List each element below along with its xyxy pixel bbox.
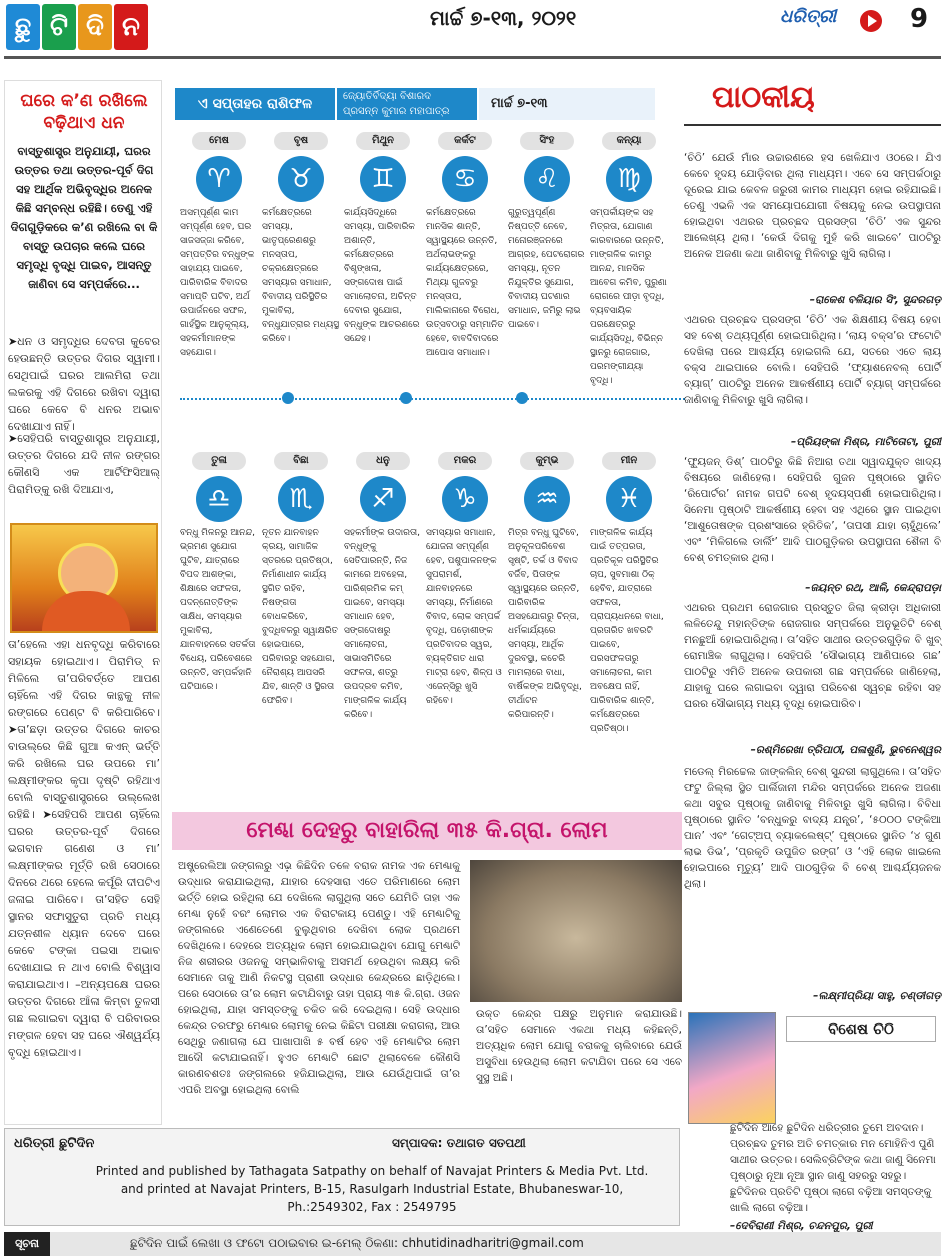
- magazine-cover-thumbnail: [688, 1012, 776, 1124]
- sign-text: ଗୁରୁତ୍ୱପୂର୍ଣ୍ଣ ନିଷ୍ପତ୍ତି ନେବେ, ମନୋରଞ୍ଜନରେ ଆଗ୍ରହ, ପେଟରୋଗର ସମସ୍ୟା, ନୂତନ ନିଯୁକ୍ତିର ସୁଯୋଗ, ବିବାଦୀୟ ଘଟଣାର ସମାଧାନ, ଜମିରୁ ଲାଭ ପାଇବେ।: [508, 208, 585, 330]
- imprint-brand: ଧରିତ୍ରୀ ଛୁଟିଦିନ: [14, 1136, 95, 1151]
- aquarius-icon: ♒: [524, 476, 570, 522]
- sign-name: ସିଂହ: [520, 132, 574, 150]
- horoscope-author: [337, 88, 477, 120]
- virgo-icon: ♍: [606, 156, 652, 202]
- sign-name: ବିଛା: [274, 452, 328, 470]
- special-letter-label: ବିଶେଷ ଚିଠି: [786, 1016, 936, 1042]
- sign-kumbha: [508, 452, 586, 722]
- imprint-text: Printed and published by Tathagata Satpathy on behalf of Navajat Printers & Media Pvt. Ltd. and printed at Navajat Printers, B-15, Rasulgarh Industrial Estate, Bhubaneswar-10, Ph.:2549302, Fax : 2549795: [95, 1164, 649, 1214]
- sign-text: ଅସମ୍ପୂର୍ଣ୍ଣ କାମ ସମ୍ପୂର୍ଣ୍ଣ ହେବ, ଘର ସାଜସଜ୍ଜା କରିବେ, ସମ୍ପତ୍ତିର ବନ୍ଧୁଙ୍କ ସାହାଯ୍ୟ ପାଇବେ, ପାରିବାରିକ ବିବାଦର ସମାପ୍ତି ଘଟିବ, ଅର୍ଥ ଉପାର୍ଜନରେ ସଫଳ, ଗାର୍ହସ୍ଥିକ ଆନୁକୂଲ୍ୟ, ସହକର୍ମୀମାନଙ୍କ ସହଯୋଗ।: [180, 208, 255, 358]
- logo-letter-4: ନ: [114, 4, 148, 50]
- vastu-paragraph-1: ➤ଧନ ଓ ସମୃଦ୍ଧିର ଦେବତା କୁବେର ହେଉଛନ୍ତି ଉତ୍ତର ଦିଗର ସ୍ୱାମୀ। ସେଥିପାଇଁ ଘରର ଆଲମିରା ତଥା ଲକରକୁ ଏହି ଦିଗରେ ରଖିବା ଦ୍ୱାରା ଘରେ କେବେ ବି ଧନର ଅଭାବ ଦେଖାଯାଏ ନାହିଁ।: [8, 335, 160, 433]
- sheep-article-paragraph-1: ଅଷ୍ଟ୍ରେଲିଆ ଜଙ୍ଗଲରୁ ଏଭ଼ କିଛିଦିନ ତଳେ ବରାକ ନାମକ ଏକ ମେଣ୍ଢାକୁ ଉଦ୍ଧାର କରାଯାଇଥିଲା, ଯାହାର ଦେହସାରା ଏତେ ପରିମାଣରେ ଲୋମ ଭର୍ତ୍ତି ହୋଇ ରହିଥିଲା ଯେ ଦେଖିଲେ ଲାଗୁଥିଲା ସତେ ଯେମିତି ତାହା ଏକ ମେଣ୍ଢା ନୁହେଁ ବରଂ ଲୋମର ଏକ ବିରାଟକାୟ ପେଣ୍ଡୁ। ଏହି ମେଣ୍ଢାଟିକୁ ଜଙ୍ଗଲରେ ଏଣେତେଣେ ବୁଲୁଥିବାର ଦେଖିବା ଲୋକ ପ୍ରଥମେ ଦେଖିଥିଲେ। ଦେହରେ ଅତ୍ୟଧିକ ଲୋମ ହୋଇଯାଇଥିବା ଯୋଗୁ ମେଣ୍ଢାଟି ନିଜ ଶରୀରର ଓଜନକୁ ସମ୍ଭାଳିବାକୁ ଅସମର୍ଥ ହେଉଥିବା ଲକ୍ଷ୍ୟ କରି ସେମାନେ ତାକୁ ଆଣି ନିକଟସ୍ଥ ପ୍ରାଣୀ ଉଦ୍ଧାର କେନ୍ଦ୍ରରେ ଛାଡ଼ିଥିଲେ। ପରେ ସେଠାରେ ତା’ର ଲୋମ କଟାଯିବାରୁ ତାହା ପ୍ରାୟ ୩୫ କି.ଗ୍ରା. ଓଜନ ହୋଇଥିଲା, ଯାହା ସମସ୍ତଙ୍କୁ ଚକିତ କରି ଦେଇଥିଲା। ସେହି ଉଦ୍ଧାର କେନ୍ଦ୍ର ତରଫରୁ ମେଣ୍ଢାର ଲୋମକୁ ନେଇ କିଛିଟା ପରୀକ୍ଷା କରାଗଲା, ଆଉ ସେଥିରୁ ଜଣାଗଲା ଯେ ପାଖାପାଖି ୫ ବର୍ଷ ହେବ ଏହି ମେଣ୍ଢାଟିର ଲୋମ ଆଦୌ କଟାଯାଇନାହିଁ। ହୁଏତ ମେଣ୍ଢାଟି ଛୋଟ ଥିଲାବେଳେ କୌଣସି କାରଣବଶତଃ ଜଙ୍ଗଲରେ ହଜିଯାଇଥିଲା, ଆଉ ଯେଉଁଥିପାଇଁ ତା’ର ଏପରି ଅବସ୍ଥା ହୋଇଥିଲା ବୋଲି: [178, 860, 460, 1096]
- sign-name: କନ୍ୟା: [602, 132, 656, 150]
- sign-name: ମିଥୁନ: [356, 132, 410, 150]
- sign-text: କାର୍ଯ୍ୟସିଦ୍ଧିରେ ସମସ୍ୟା, ପାରିବାରିକ ଅଶାନ୍ତି, କର୍ମକ୍ଷେତ୍ରରେ ବିଶୃଙ୍ଖଳା, ସଙ୍ଗଦୋଷ ପାଇଁ ସମାଲୋଚନା, ଅଚିନ୍ତ ଦେବାର ସୁଯୋଗ, ବନ୍ଧୁଙ୍କ ଆଚରଣରେ ସନ୍ଦେହ।: [344, 208, 420, 344]
- sign-vrisha: [262, 132, 340, 346]
- sign-name: ମେଷ: [192, 132, 246, 150]
- sign-simha: [508, 132, 586, 332]
- header-rule: [4, 56, 941, 59]
- letters-title: ପାଠକୀୟ: [712, 80, 815, 115]
- imprint-editor: ସମ୍ପାଦକ: ତଥାଗତ ସତପଥୀ: [392, 1136, 526, 1150]
- libra-icon: ♎: [196, 476, 242, 522]
- sign-karkata: [426, 132, 504, 360]
- sign-meena: [590, 452, 668, 736]
- notice-label: ସୂଚନା: [4, 1232, 50, 1256]
- sign-text: ସମ୍ପର୍କୀୟଙ୍କ ସହ ମିତ୍ରତା, ଯୋଗାଣ କାରବାରରେ ଉନ୍ନତି, ମାଙ୍ଗଳିକ କାମରୁ ଆନନ୍ଦ, ମାନସିକ ଆବେଗ କମିବ, ପୁରୁଣା ରୋଗରେ ପୀଡ଼ା ବୃଦ୍ଧି, ବ୍ୟବସାୟିକ ପରକ୍ଷେତ୍ରରୁ କାର୍ଯ୍ୟସିଦ୍ଧି, ବିଭିନ୍ନ ସ୍ଥାନରୁ ରୋଜଗାର, ପରମଙ୍ଗୀଯ୍ୟା ବୃଦ୍ଧି।: [590, 208, 667, 386]
- sheep-article-paragraph-2: ଉକ୍ତ କେନ୍ଦ୍ର ପକ୍ଷରୁ ଅନୁମାନ କରାଯାଉଛି। ତା’ସହିତ ସେମାନେ ଏକଥା ମଧ୍ୟ କହିଛନ୍ତି, ଅତ୍ୟଧିକ ଲୋମ ଯୋଗୁ ବରାକକୁ ଚାଲିବାରେ ଯେଉଁ ଅସୁବିଧା ହେଉଥିଲା ଲୋମ କଟାଯିବା ପରେ ସେ ଏବେ ସୁସ୍ଥ ଅଛି।: [476, 1008, 682, 1084]
- scorpio-icon: ♏: [278, 476, 324, 522]
- sign-dhanu: [344, 452, 422, 722]
- pisces-icon: ♓: [606, 476, 652, 522]
- author-line-1: ଜ୍ୟୋତିର୍ବିଦ୍ୟା ବିଶାରଦ: [343, 91, 431, 102]
- letters-rule: [684, 124, 941, 126]
- vastu-paragraph-3: ତା’ହେଲେ ଏହା ଧନବୃଦ୍ଧି କରିବାରେ ସହାୟକ ହୋଇଥାଏ। ପିରାମିଡ୍ ନ ମିଳିଲେ ତା’ପରିବର୍ତ୍ତେ ଆପଣ ଚାହିଁଲେ ଏହି ଦିଗର କାନ୍ଥକୁ ନୀଳ ରଙ୍ଗରେ ପେଣ୍ଟ ବି କରିପାରିବେ। ➤ତା’ଛଡ଼ା ଉତ୍ତର ଦିଗରେ କାଚର ବାଉଲ୍‌ରେ କିଛି ଗୁଆ କଏନ୍ ଭର୍ତ୍ତି କରି ରଖିଲେ ଘର ଉପରେ ମା’ ଲକ୍ଷ୍ମୀଙ୍କର କୃପା ଦୃଷ୍ଟି ରହିଥାଏ ବୋଲି ବାସ୍ତୁଶାସ୍ତ୍ରରେ ଉଲ୍ଲେଖ ରହିଛି। ➤ସେହିପରି ଆପଣ ଚାହିଁଲେ ଘରର ଉତ୍ତର-ପୂର୍ବ ଦିଗରେ ଭଗବାନ ଗଣେଶ ଓ ମା’ ଲକ୍ଷ୍ମୀଙ୍କର ମୂର୍ତ୍ତି ରଖି ସେଠାରେ ଦିନରେ ଥରେ ହେଲେ କର୍ପୂରି ଦୀପଟିଏ ଜଳାଇ ପାରିବେ। ତା’ସହିତ ସେହି ସ୍ଥାନର ସଫାସୁତୁରା ପ୍ରତି ମଧ୍ୟ ଯତ୍ନଶୀଳ ଧ୍ୟାନ ଦେବେ ଘରେ କେବେ ଟଙ୍କା ପଇସା ଅଭାବ ଦେଖାଯାଇ ନ ଥାଏ ବୋଲି ବିଶ୍ୱାସ କରାଯାଇଥାଏ। –ଅନ୍ୟପକ୍ଷେ ଘରର ଉତ୍ତର ଦିଗରେ ଆଁଳା କିମ୍ବା ତୁଳସୀ ଗଛ ଲଗାଇବା ଦ୍ୱାରା ବି ପରିବାରର ମଙ୍ଗଳ ହେବା ସହ ଘରେ ଐଶ୍ୱର୍ଯ୍ୟ ବୃଦ୍ଧି ହୋଇଥାଏ।: [8, 638, 160, 1059]
- divider-dot: [400, 392, 412, 404]
- play-icon: [860, 10, 882, 32]
- sign-makara: [426, 452, 504, 708]
- horoscope-banner: [175, 88, 655, 120]
- issue-date: ମାର୍ଚ୍ଚ ୭-୧୩, ୨୦୨୧: [430, 6, 577, 30]
- sign-name: କର୍କଟ: [438, 132, 492, 150]
- sign-text: ମିତ୍ର ବନ୍ଧୁ ଘୁଟିବେ, ଅନୁକୂଳପରିବେଶ ସୃଷ୍ଟି, ତର୍କ ଓ ବିବାଦ ବର୍ଜିବ, ପିତାଙ୍କ ସ୍ୱାସ୍ଥ୍ୟରେ ଉନ୍ନତି, ପାରିବାରିକ ଅସହଯୋଗରୁ ଚିନ୍ତା, ଧର୍ମକାର୍ଯ୍ୟରେ ସମସ୍ୟା, ଆର୍ଥିକ ଦୁରବସ୍ଥା, କଚେରି ମାମଲାରେ ବାଧା, ବାର୍ଷିକଙ୍କ ଅଭିବୃଦ୍ଧି, ତୀର୍ଥାଟନ କରିପାରନ୍ତି।: [508, 528, 582, 720]
- brand-logo: ଧରିତ୍ରୀ: [780, 6, 837, 27]
- sign-text: ସମସ୍ୟାର ସମାଧାନ, ଯୋଜନା ସମ୍ପୂର୍ଣ୍ଣ ହେବ, ପଶୁପାଳନଙ୍କ ସୁପରାମର୍ଶ, ଯାନବାହନରେ ସମସ୍ୟା, ନିର୍ମାଣରେ ବିବାଦ, ଲୋକ ସମ୍ପର୍କ ବୃଦ୍ଧି, ପଡ଼ୋଶୀଙ୍କ ପ୍ରତିବାଦର ସ୍ୱର, ବ୍ୟକ୍ତିଗତ ଧାରା ମାଟ୍ରା ହେବ, ଶିଳ୍ପ ଓ ଏଜେନ୍ସିରୁ ଖୁସି ରହିବେ।: [426, 528, 502, 706]
- letter-5-signature: –ଲକ୍ଷ୍ମୀପ୍ରିୟା ସାହୁ, ଚଣ୍ଡୀଗଡ଼: [813, 990, 941, 1002]
- letter-2-signature: –ପ୍ରିୟଙ୍କା ମିଶ୍ର, ମାଟିତୋଟା, ପୁରୀ: [790, 436, 941, 448]
- page-number: 9: [910, 4, 929, 34]
- sign-name: ବୃଷ: [274, 132, 328, 150]
- letter-3-signature: –ଜୟନ୍ତ ରଥ, ଆଳି, କେନ୍ଦ୍ରାପଡ଼ା: [805, 582, 941, 594]
- letter-4-signature: –ରଶ୍ମିରେଖା ତ୍ରିପାଠୀ, ପଳାଶୁଣି, ଭୁବନେଶ୍ୱର: [750, 744, 941, 756]
- sign-text: ନୂତନ ଯାନବାହନ କ୍ରୟ, ସାମାଜିକ ସ୍ତରରେ ପ୍ରତିଷ୍ଠା, ନିର୍ମାଣାଧୀନ କାର୍ଯ୍ୟ ସ୍ଥଗିତ ରହିବ, ନିଷଙ୍ଗତା ବୋଧକରିବେ, ବୁଦ୍ଧିବଳରୁ ସ୍ୱାକ୍ଷରିତ ହୋଇପାରେ, ପରିବାରରୁ ସହଯୋଗ, ନୈରାଶ୍ୟ ଆପସରି ଯିବ, ଶାନ୍ତି ଓ ସ୍ଥିରତା ଫେରିବ।: [262, 528, 338, 706]
- special-letter-poem: ଛୁଟିଦିନ ଆହେ ଛୁଟିଦିନ ଧରିତ୍ରୀର ତୁମେ ଅବଦାନ। ପ୍ରଚ୍ଛଦ ତୁମର ଅତି ଚମତ୍କାର ମନ ମୋହିନିଏ ପୁଣି ସାଥୀର ଉତ୍ତର। ସେଲିବ୍ରିଟିଙ୍କ କଥା ଜାଣୁ ସିନେମା ପୃଷ୍ଠାରୁ ନୂଆ ନୂଆ ସ୍ଥାନ ଜାଣୁ ସହରରୁ ସହରୁ। ଛୁଟିଦିନର ପ୍ରତିଟି ପୃଷ୍ଠା ଲାଗେ ବଢ଼ିଆ ସମସ୍ତଙ୍କୁ ଖାଲି ଲାଗେ ବଢ଼ିଆ।: [730, 1122, 936, 1214]
- sign-text: ସହକର୍ମୀଙ୍କ ଉଦାରତା, ବନ୍ଧୁଙ୍କୁ ସେତିପାରନ୍ତି, ନିଜ କାମରେ ଅବହେଳା, ପାରିଶ୍ରମିକ କମ୍ ପାଇବେ, ସମସ୍ୟା ସମାଧାନ ହେବ, ସଙ୍ଗଦୋଷରୁ ସମାଲୋଚନା, ସାଭାସମିତିରେ ସଫଳତା, ଶତ୍ରୁ ଉପଦ୍ରବ କମିବ, ମାଙ୍ଗଳିକ କାର୍ଯ୍ୟ କରିବେ।: [344, 528, 421, 720]
- sign-name: ତୁଳା: [192, 452, 246, 470]
- gemini-icon: ♊: [360, 156, 406, 202]
- author-line-2: ପ୍ରସନ୍ନ କୁମାର ମହାପାତ୍ର: [343, 106, 450, 117]
- letter-5: ମଡେଲ୍ ମିରଚ୍ଚେଲ ଜାଙ୍କଲିନ୍ ବେଶ୍ ସୁନ୍ଦରୀ ଲାଗୁଥିଲେ। ତା’ସହିତ ଫଟୁ ଜିଲ୍ଲା ସ୍ଥିତ ପାର୍ଲିଜାନୀ ମନ୍ଦିର ସମ୍ପର୍କରେ ଅନେକ ଅଜଣା କଥା ସବୁର ପୃଷ୍ଠାକୁ ଜାଣିବାକୁ ମିଳିବାରୁ ଖୁସି ଲାଗିଲା। ବିବିଧା ପୃଷ୍ଠାରେ ସ୍ଥାନିତ ‘ବନ୍ଧୁକରୁ ବାଦ୍ୟ ଯନ୍ତ୍ର’, ‘୫୦୦୦ ଟଙ୍କିଆ ପାନ’ ଏବଂ ‘ଗେଟ୍‌ଅପ୍ ବ୍ୟାକଲେଷ୍ଟ୍’ ପୃଷ୍ଠାରେ ସ୍ଥାନିତ ‘୪ ଗୁଣ ଲାଭ ଡିଭ’, ‘ପ୍ରକୃତି ଉପୁଜିତ ରଙ୍ଗ’ ଓ ‘ଏହି ଲୋକ ଖାଇଲେ ହୋଇପାରେ ମୃତ୍ୟୁ’ ଆଦି ପାଠଗୁଡ଼ିକ ବି ବେଶ୍ ଆଶ୍ଚର୍ଯ୍ୟଜନକ ଥିଲା।: [684, 766, 941, 890]
- sign-mithuna: [344, 132, 422, 346]
- letter-2: ଏଥରର ପ୍ରଚ୍ଛଦ ପ୍ରସଙ୍ଗ ‘ଚିଠି’ ଏକ ଶିକ୍ଷଣୀୟ ବିଷୟ ହେବା ସହ ବେଶ୍ ତଥ୍ୟପୂର୍ଣ୍ଣ ହୋଇପାରିଥିଲା। ‘ଲାୟ ବକ୍ସ’ର ଫଟୋଟି ଦେଖିଲା ପରେ ଆଶ୍ଚର୍ଯ୍ୟ ହୋଇଗଲି ଯେ, ସତରେ ଏତେ ଲାୟ ବକ୍ସ ଥାଇପାରେ ବୋଲି। ସେହିପରି ‘ଫ୍ୟାଶନେବଲ୍ ପୋର୍ଟି ବ୍ୟାଗ୍’ ପାଠଟିରୁ ଅନେକ ଆକର୍ଷଣୀୟ ପୋର୍ଟି ବ୍ୟାଗ୍ ସମ୍ପର୍କରେ ଜାଣିବାକୁ ମିଳିବାରୁ ଖୁସି ଲାଗିଲା।: [684, 314, 941, 406]
- horoscope-date: ମାର୍ଚ୍ଚ ୭-୧୩: [479, 88, 655, 120]
- sign-text: ବନ୍ଧୁ ମିଳନରୁ ଆନନ୍ଦ, ଭ୍ରମଣ ସୁଯୋଗ ଘୁଟିବ, ଯାତ୍ରାରେ ବିପଦ ଆଶଙ୍କା, ଶିକ୍ଷାରେ ସଫଳତା, ପଦନ୍ନୋତ୍ତିଙ୍କ ସାକ୍ଷିଧ, ସମସ୍ୟାର ମୁକାବିଲା, ଯାନବାହନରେ ସତର୍କତା ବିଧେୟ, ପରିବେଶରେ ଉନ୍ନତି, ସମ୍ପର୍କହାନି ଘଟିପାରେ।: [180, 528, 256, 692]
- sign-kanya: [590, 132, 668, 388]
- taurus-icon: ♉: [278, 156, 324, 202]
- sign-text: ମାଙ୍ଗଳିକ କାର୍ଯ୍ୟ ପାଇଁ ତତ୍ପରତା, ପ୍ରତିକୂଳ ପରିସ୍ଥିତିର ଚାପ, ସୁବମାଶା ଠିକ୍ ହେବିବ, ଯାତ୍ରାରେ ସଫଳତା, ପ୍ରାପ୍ୟଧନରେ ବାଧା, ପ୍ରତାରିତ ଖବରଟି ପାଇବେ, ପରସଫଳତାରୁ ସମାଲୋଚନା, କାମ ଅବକ୍ଷେପ ନାହିଁ, ପାରିବାରିକ ଶାନ୍ତି, କର୍ମକ୍ଷେତ୍ରରେ ପ୍ରତିଷ୍ଠା।: [590, 528, 664, 734]
- sign-name: କୁମ୍ଭ: [520, 452, 574, 470]
- sign-name: ମକର: [438, 452, 492, 470]
- aries-icon: ♈: [196, 156, 242, 202]
- letter-1-signature: –ରାକେଶ ବଳିୟାର ସିଂ, ସୁନ୍ଦରଗଡ଼: [809, 294, 941, 306]
- letter-4: ଏଥରର ପ୍ରଥମ ରୋଜଗାର ପ୍ରସ୍ତୁତ ଜିଲା କ୍ରୀଡ଼ା ଅଧିକାରୀ ଲଳିତେନ୍ଦୁ ମହାନ୍ତିଙ୍କ ରୋଜଗାର ସମ୍ପର୍କରେ ଅନୁଭୂତିଟି ବେଶ୍ ମନଛୁଆଁ ହୋଇପାରିଥିଲା। ତା’ସହିତ ସାଥୀର ଉତ୍ତରଗୁଡ଼ିକ ବି ଖୁବ୍ ରୋମାଞ୍ଚିକ ଲାଗୁଥିଲା। ସେହିପରି ‘ସୌଭାଗ୍ୟ ଆଣିପାରେ ଗଛ’ ପାଠଟିରୁ ଏମିତି ଅନେକ ଉପକାରୀ ଗଛ ସମ୍ପର୍କରେ ଜାଣିହେଲା, ଯାହାକୁ ଘରେ ଲଗାଇବା ଦ୍ୱାରା ପରିବେଶ ସ୍ୱଚ୍ଛ ରହିବା ସହ ଘରର ସୌଭାଗ୍ୟ ମଧ୍ୟ ବୃଦ୍ଧି ହୋଇପାରିବ।: [684, 602, 941, 710]
- sign-text: କର୍ମକ୍ଷେତ୍ରରେ ମାନସିକ ଶାନ୍ତି, ସ୍ୱାସ୍ଥ୍ୟରେ ଉନ୍ନତି, ଅର୍ଥଲାଭଙ୍କରୁ କାର୍ଯ୍ୟକ୍ଷେତ୍ରରେ, ମିଥ୍ୟା ଗୁଜବରୁ ମନସ୍ତାପ, ମାଲିକାନାରେ ବିରୋଧ, ଉତ୍ସବଠାରୁ ସମ୍ମାନିତ ହେବେ, ବାବଦିବାଦରେ ଆପୋସ ସମାଧାନ।: [426, 208, 504, 358]
- cancer-icon: ♋: [442, 156, 488, 202]
- vastu-intro: ବାସ୍ତୁଶାସ୍ତ୍ର ଅନୁଯାୟୀ, ଘରର ଉତ୍ତର ତଥା ଉତ୍ତର-ପୂର୍ବ ଦିଗ ସହ ଆର୍ଥିକ ଅଭିବୃଦ୍ଧିର ଅନେକ କିଛି ସମ୍ବନ୍ଧ ରହିଛି। ତେଣୁ ଏହି ଦିଗଗୁଡ଼ିକରେ କ’ଣ ରଖିଲେ ବା କି ବାସ୍ତୁ ଉପଚାର କଲେ ଘରେ ସମୃଦ୍ଧି ବୃଦ୍ଧି ପାଇବ, ଆସନ୍ତୁ ଜାଣିବା ସେ ସମ୍ପର୍କରେ...: [10, 144, 158, 291]
- sign-name: ମୀନ: [602, 452, 656, 470]
- sheep-photo: [470, 860, 682, 1002]
- letter-1: ‘ଚିଠି’ ଯେଉଁ ମାଁର ଉଚ୍ଚାରଣରେ ହସ ଖେଳିଯାଏ ଓଠରେ। ଯିଏ କେବେ ହୃଦୟ ଯୋଡ଼ିବାର ଥିଲା ମାଧ୍ୟମ। ଏବେ ସେ ସମ୍ପର୍କଠାରୁ ଦୂରେଇ ଯାଇ କେବଳ ଜରୁରୀ କାମର ମାଧ୍ୟମ ହୋଇ ରହିଯାଇଛି। ତେଣୁ ଏଭଳି ଏକ ସମୟୋପଯୋଗୀ ବିଷୟକୁ ନେଇ ଉପସ୍ଥାପନା ହୋଇଥିବା ଏଥରର ପ୍ରଚ୍ଛଦ ପ୍ରସଙ୍ଗ ‘ଚିଠି’ ଏକ ସୁନ୍ଦର ଆଲେଖ୍ୟ ଥିଲା। ‘କେଉଁ ଦିଗକୁ ମୁହଁ କରି ଖାଇବେ’ ପାଠଟିରୁ ଅନେକ ଅଜଣା କଥା ଜାଣିବାକୁ ମିଳିବାରୁ ଖୁସି ଲାଗିଲା।: [684, 152, 941, 260]
- contact-email[interactable]: ଛୁଟିଦିନ ପାଇଁ ଲେଖା ଓ ଫଟୋ ପଠାଇବାର ଇ-ମେଲ୍ ଠିକଣା: chhutidinadharitri@gmail.com: [130, 1236, 584, 1250]
- logo-letter-1: ଛୁ: [6, 4, 40, 50]
- vastu-title: ଘରେ କ’ଣ ରଖିଲେ ବଢ଼ିଥାଏ ଧନ: [20, 91, 148, 133]
- letter-3: ‘ଫ୍ୟୁଜନ୍ ଡିଶ୍’ ପାଠଟିରୁ କିଛି ନିଆରା ତଥା ସ୍ୱାଦଯୁକ୍ତ ଖାଦ୍ୟ ବିଷୟରେ ଜାଣିହେଲା। ସେହିପରି ଗୁଜନ ପୃଷ୍ଠାରେ ସ୍ଥାନିତ ‘ରିପୋର୍ଟର’ ନାମକ ଗପଟି ବେଶ୍ ହୃଦୟସ୍ପର୍ଶୀ ହୋଇପାରିଥିଲା। ସିନେମା ପୃଷ୍ଠାଟି ଆକର୍ଷଣୀୟ ହେବା ସହ ଏଥିରେ ସ୍ଥାନ ପାଇଥିବା ‘ଆଶୁତୋଷଙ୍କ ପ୍ରଶଂସାରେ ହ୍ରିତିକ’, ‘ତାପସୀ ଯାହା ଚାହୁଁଥିଲେ’ ଏବଂ ‘ମିଳିଗଲେ ଡାର୍ଲିଂ’ ଆଦି ପାଠଗୁଡ଼ିକର ଉପସ୍ଥାପନା ଶୈଳୀ ବି ବେଶ୍ ଚମତ୍କାର ଥିଲା।: [684, 456, 941, 564]
- divider-dot: [516, 392, 528, 404]
- sign-text: କର୍ମକ୍ଷେତ୍ରରେ ସମସ୍ୟା, ଭାତୃପ୍ରେଣଶରୁ ମନସ୍ତାପ, ଚକ୍ରକ୍ଷେତ୍ରରେ ସମସ୍ୟାର ସମାଧାନ, ବିବାଦୀୟ ପରିସ୍ଥିତିର ମୁକାବିଲା, ବନ୍ଧୁଯାତ୍ରାର ମଧ୍ୟସ୍ଥ କରିବେ।: [262, 208, 339, 344]
- sign-name: ଧନୁ: [356, 452, 410, 470]
- logo-letter-2: ଟି: [42, 4, 76, 50]
- sign-bichha: [262, 452, 340, 708]
- sign-mesha: [180, 132, 258, 360]
- capricorn-icon: ♑: [442, 476, 488, 522]
- logo-letter-3: ଦି: [78, 4, 112, 50]
- leo-icon: ♌: [524, 156, 570, 202]
- sagittarius-icon: ♐: [360, 476, 406, 522]
- sign-tula: [180, 452, 258, 694]
- special-letter-signature: –ଦେବିରାଣୀ ମିଶ୍ର, ଚନ୍ଦନପୁର, ପୁରୀ: [730, 1220, 873, 1232]
- sheep-headline: ମେଣ୍ଢା ଦେହରୁ ବାହାରିଲା ୩୫ କି.ଗ୍ରା. ଲୋମ: [172, 812, 682, 850]
- vastu-paragraph-2: ➤ସେହିପରି ବାସ୍ତୁଶାସ୍ତ୍ର ଅନୁଯାୟୀ, ଉତ୍ତର ଦିଗରେ ଯଦି ନୀଳ ରଙ୍ଗର କୌଣସି ଏକ ଆର୍ଟିଫିସିଆଲ୍ ପିରାମିଡ୍‌କୁ ରଖି ଦିଆଯାଏ,: [8, 432, 160, 496]
- horoscope-title: ଏ ସପ୍ତାହର ରାଶିଫଳ: [175, 88, 335, 120]
- divider-dot: [282, 392, 294, 404]
- kuber-image: [10, 523, 158, 633]
- horoscope-divider: [180, 398, 685, 400]
